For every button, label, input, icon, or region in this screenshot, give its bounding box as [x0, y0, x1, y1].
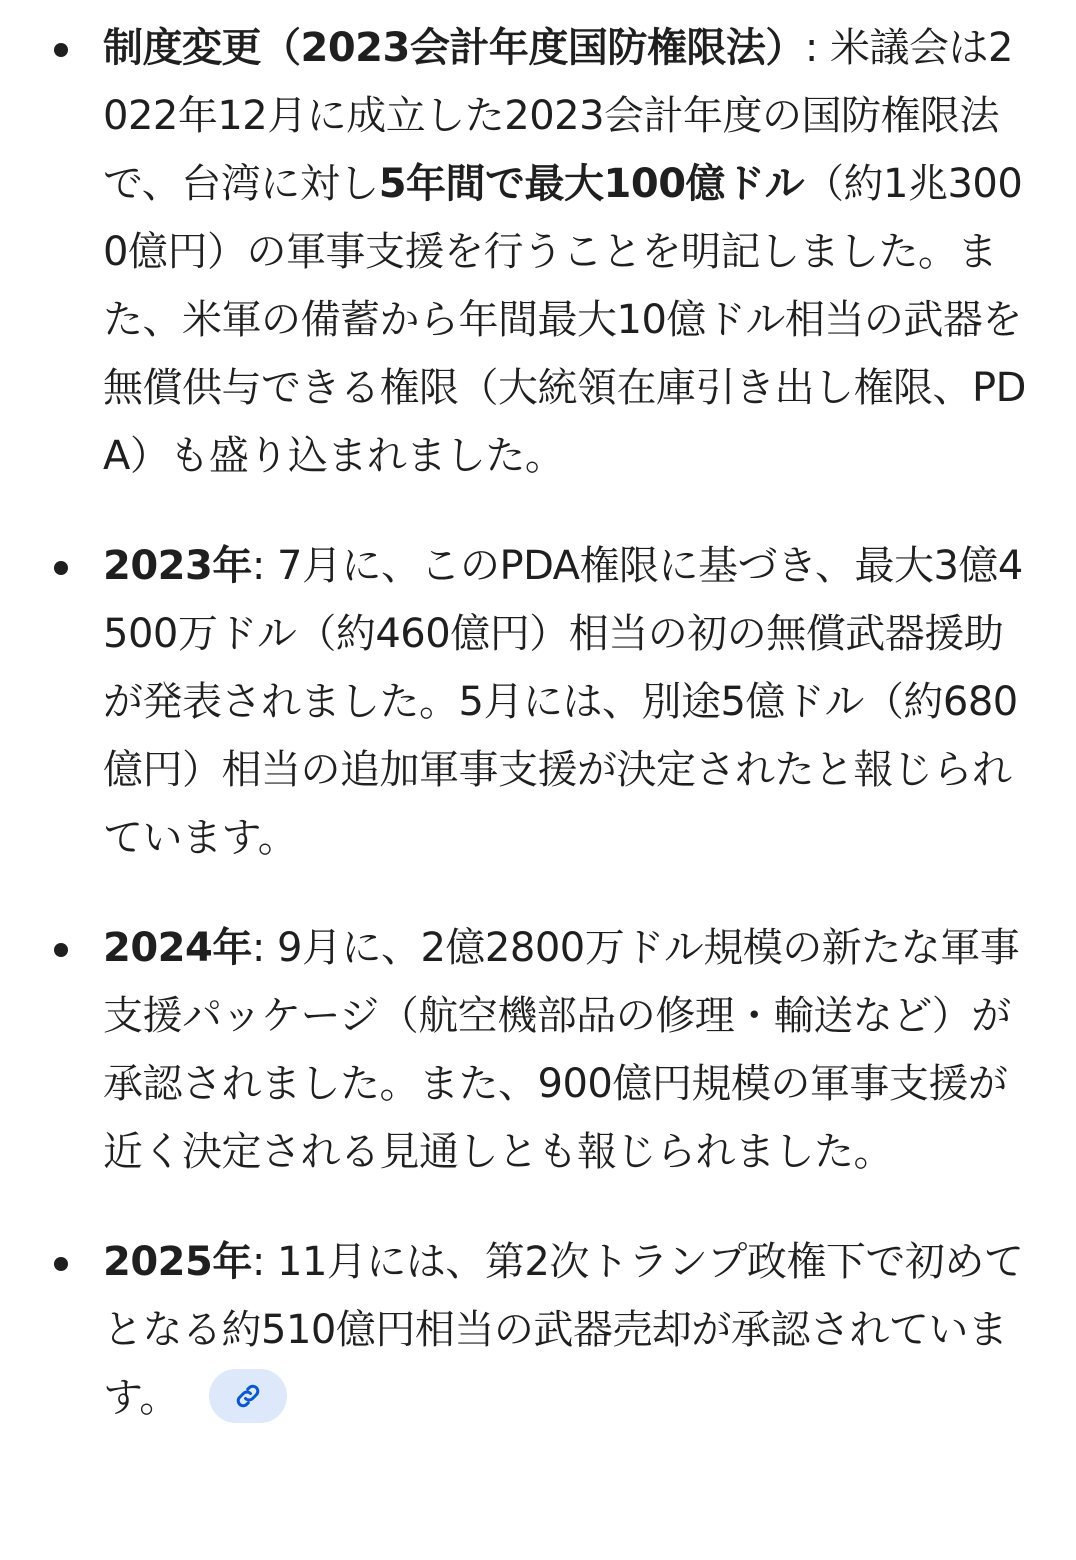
- bullet-list: [0, 14, 1076, 1432]
- bullet-item-2023: [0, 532, 1076, 872]
- item-text: : 米議会は2022年12月に成立した2023会計年度の国防権限法で、台湾に対し: [103, 25, 1013, 207]
- bullet-item-2025: [0, 1228, 1076, 1432]
- item-text: : 9月に、2億2800万ドル規模の新たな軍事支援パッケージ（航空機部品の修理・輸送など）が承認されました。また、900億円規模の軍事支援が近く決定される見通しとも報じられました。: [103, 925, 1020, 1175]
- item-text: : 11月には、第2次トランプ政権下で初めてとなる約510億円相当の武器売却が承認されています。: [103, 1239, 1024, 1421]
- bullet-dot: [54, 561, 68, 575]
- answer-content: [0, 14, 1076, 1474]
- item-text: （約1兆3000億円）の軍事支援を行うことを明記しました。また、米軍の備蓄から年間最大10億ドル相当の武器を無償供与できる権限（大統領在庫引き出し権限、PDA）も盛り込まれました。: [103, 161, 1026, 479]
- item-heading: 2023年: [103, 543, 252, 589]
- item-text: : 7月に、このPDA権限に基づき、最大3億4500万ドル（約460億円）相当の初の無償武器援助が発表されました。5月には、別途5億ドル（約680億円）相当の追加軍事支援が決定されたと報じられています。: [103, 543, 1023, 861]
- bullet-dot: [54, 43, 68, 57]
- bullet-item-fy2023-ndaa: [0, 14, 1076, 490]
- item-emphasis: 5年間で最大100億ドル: [378, 161, 805, 207]
- item-heading: 2025年: [103, 1239, 252, 1285]
- item-heading: 制度変更（2023会計年度国防権限法）: [103, 25, 805, 71]
- bullet-dot: [54, 943, 68, 957]
- bullet-item-2024: [0, 914, 1076, 1186]
- source-link-chip[interactable]: [209, 1369, 287, 1423]
- bullet-dot: [54, 1257, 68, 1271]
- link-icon: [233, 1381, 263, 1411]
- item-heading: 2024年: [103, 925, 252, 971]
